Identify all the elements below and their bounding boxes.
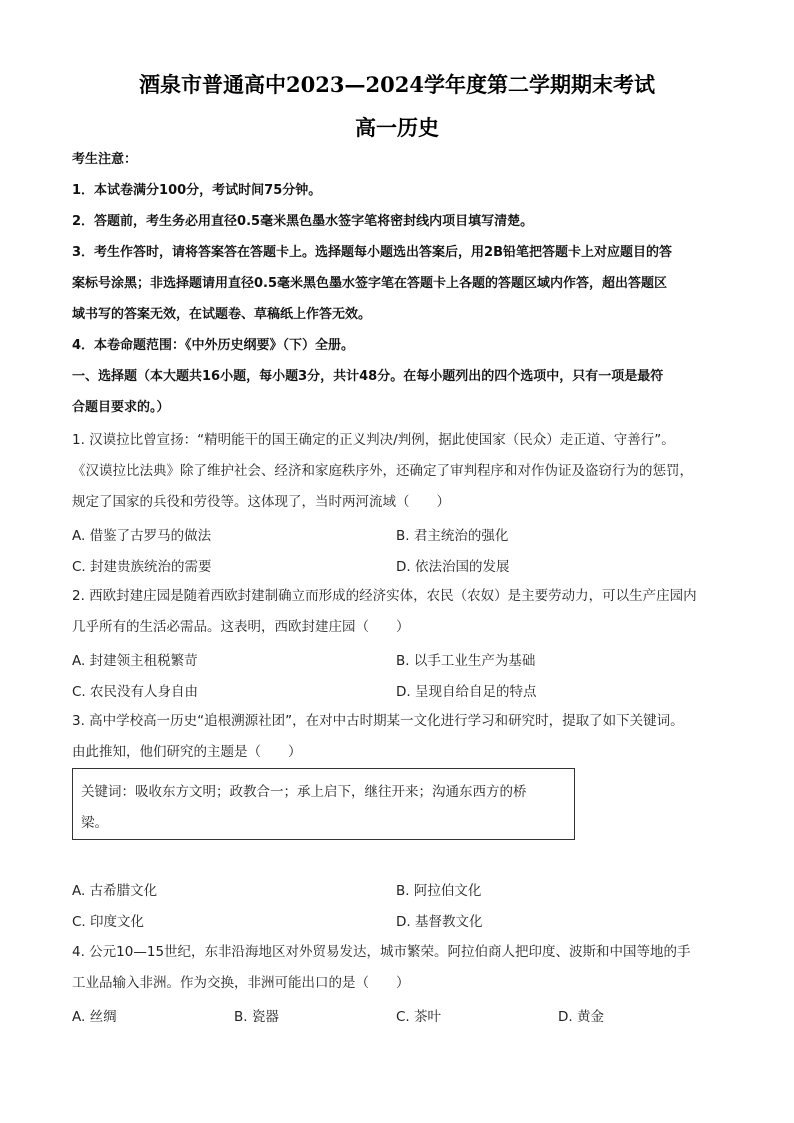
question-3-option-c: C. 印度文化 <box>72 914 145 930</box>
notice-item: 域书写的答案无效，在试题卷、草稿纸上作答无效。 <box>72 307 372 322</box>
notice-item: 3．考生作答时，请将答案答在答题卡上。选择题每小题选出答案后，用2B铅笔把答题卡上对应题目的答 <box>72 245 673 260</box>
question-1-stem: 规定了国家的兵役和劳役等。这体现了，当时两河流域（ ） <box>72 494 450 510</box>
question-2-stem: 2. 西欧封建庄园是随着西欧封建制确立而形成的经济实体，农民（农奴）是主要劳动力，可以生产庄园内 <box>72 588 697 604</box>
notice-item: 1．本试卷满分100分，考试时间75分钟。 <box>72 183 322 198</box>
question-1-option-d: D. 依法治国的发展 <box>396 559 510 575</box>
keywords-box <box>72 768 575 840</box>
keywords-text-cont: 梁。 <box>81 815 108 831</box>
notice-item: 4．本卷命题范围：《中外历史纲要》（下）全册。 <box>72 338 355 353</box>
question-3-option-d: D. 基督教文化 <box>396 914 483 930</box>
section-heading-cont: 合题目要求的。） <box>72 400 170 415</box>
question-2-option-a: A. 封建领主租税繁苛 <box>72 653 198 669</box>
notice-item: 案标号涂黑；非选择题请用直径0.5毫米黑色墨水签字笔在答题卡上各题的答题区域内作答，超出答题区 <box>72 276 668 291</box>
question-1-option-b: B. 君主统治的强化 <box>396 528 509 544</box>
question-3-option-b: B. 阿拉伯文化 <box>396 883 482 899</box>
question-4-option-a: A. 丝绸 <box>72 1009 117 1025</box>
question-4-option-d: D. 黄金 <box>558 1009 604 1025</box>
question-1-option-c: C. 封建贵族统治的需要 <box>72 559 212 575</box>
question-4-option-c: C. 茶叶 <box>396 1009 442 1025</box>
question-2-option-c: C. 农民没有人身自由 <box>72 684 199 700</box>
exam-subject: 高一历史 <box>355 115 439 140</box>
keywords-text: 关键词：吸收东方文明；政教合一；承上启下，继往开来；沟通东西方的桥 <box>81 784 527 800</box>
question-4-stem: 工业品输入非洲。作为交换，非洲可能出口的是（ ） <box>72 975 410 991</box>
question-2-option-d: D. 呈现自给自足的特点 <box>396 684 537 700</box>
question-1-stem: 《汉谟拉比法典》除了维护社会、经济和家庭秩序外，还确定了审判程序和对作伪证及盗窃行为的惩罚， <box>72 463 693 479</box>
question-2-option-b: B. 以手工业生产为基础 <box>396 653 536 669</box>
question-3-option-a: A. 古希腊文化 <box>72 883 158 899</box>
notice-heading: 考生注意： <box>72 152 138 167</box>
question-1-stem: 1. 汉谟拉比曾宣扬：“精明能干的国王确定的正义判决/判例，据此使国家（民众）走正道、守善行”。 <box>72 432 675 448</box>
section-heading: 一、选择题（本大题共16小题，每小题3分，共计48分。在每小题列出的四个选项中，只有一项是最符 <box>72 369 664 384</box>
question-3-stem: 由此推知，他们研究的主题是（ ） <box>72 744 302 760</box>
question-4-option-b: B. 瓷器 <box>234 1009 279 1025</box>
notice-item: 2．答题前，考生务必用直径0.5毫米黑色墨水签字笔将密封线内项目填写清楚。 <box>72 214 534 229</box>
question-4-stem: 4. 公元10—15世纪，东非沿海地区对外贸易发达，城市繁荣。阿拉伯商人把印度、波斯和中国等地的手 <box>72 944 691 960</box>
exam-title: 酒泉市普通高中2023—2024学年度第二学期期末考试 <box>139 72 655 97</box>
question-3-stem: 3. 高中学校高一历史“追根溯源社团”，在对中古时期某一文化进行学习和研究时，提取了如下关键词。 <box>72 713 684 729</box>
question-2-stem: 几乎所有的生活必需品。这表明，西欧封建庄园（ ） <box>72 619 410 635</box>
question-1-option-a: A. 借鉴了古罗马的做法 <box>72 528 212 544</box>
